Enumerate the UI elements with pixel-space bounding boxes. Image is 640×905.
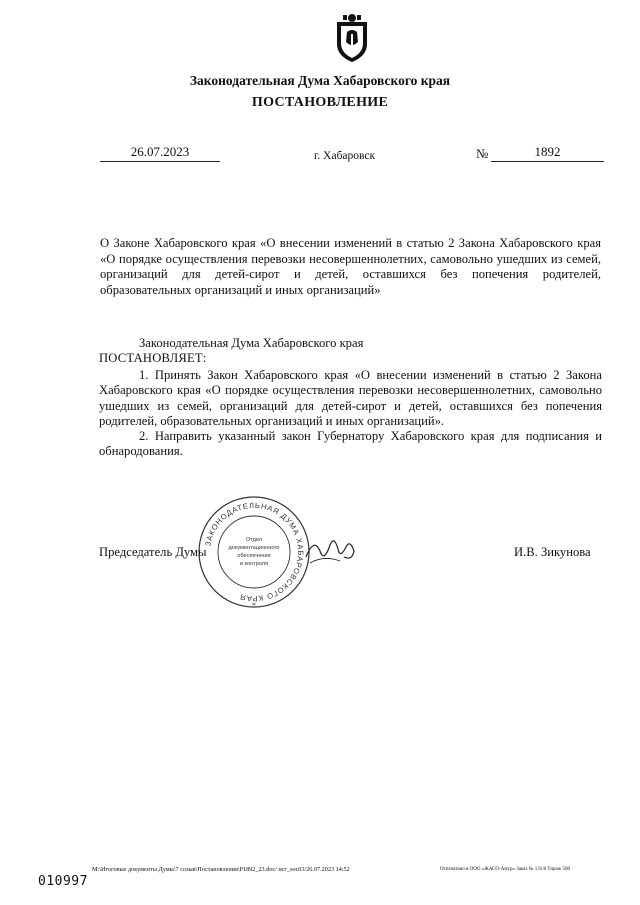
document-title: О Законе Хабаровского края «О внесении изменений в статью 2 Закона Хабаровского края «О порядке осуществления перевозки несовершеннолетних, самовольно ушедших из семей, организаций для детей-сирот и детей, оставшихся без попечения родителей, образовательных организаций и иных организаций» <box>100 236 601 297</box>
resolution-body <box>99 368 602 460</box>
svg-text:и контроля: и контроля <box>239 561 269 567</box>
svg-text:документационного: документационного <box>228 545 280 551</box>
document-city: г. Хабаровск <box>314 150 376 162</box>
svg-text:Отдел: Отдел <box>245 537 263 543</box>
document-type: ПОСТАНОВЛЕНИЕ <box>251 95 389 110</box>
footer-file-path: M:\Итоговые документы Думы\7 созыв\Постановления\P1892_23.doc/ нсг_soc03/26.07.2023 14:52 <box>92 866 350 873</box>
svg-text:*: * <box>252 601 256 610</box>
svg-text:ЗАКОНОДАТЕЛЬНАЯ ДУМА ХАБАРОВСК: ЗАКОНОДАТЕЛЬНАЯ ДУМА ХАБАРОВСКОГО КРАЯ <box>203 500 306 604</box>
signer-name: И.В. Зикунова <box>514 545 591 559</box>
organization-name: Законодательная Дума Хабаровского края <box>189 73 451 88</box>
resolution-item: 2. Направить указанный закон Губернатору Хабаровского края для подписания и обнародования. <box>99 429 602 459</box>
handwritten-signature <box>300 527 360 575</box>
footer-registration-code: 010997 <box>38 874 88 889</box>
document-number: 1892 <box>491 144 604 162</box>
coat-of-arms-emblem <box>331 12 373 64</box>
signer-position: Председатель Думы <box>99 545 207 559</box>
footer-printer-info: Отпечатано в ООО «ЖАСО-Амур» Заказ № 131/6 Тираж 500 <box>440 867 570 872</box>
document-date: 26.07.2023 <box>100 144 220 162</box>
resolution-item: 1. Принять Закон Хабаровского края «О внесении изменений в статью 2 Закона Хабаровского края «О порядке осуществления перевозки несовершеннолетних, самовольно ушедших из семей, организаций для детей-сирот и детей, оставшихся без попечения родителей, образовательных организаций и иных организаций». <box>99 368 602 428</box>
number-label: № <box>476 146 489 161</box>
resolves-heading: ПОСТАНОВЛЯЕТ: <box>99 351 207 365</box>
official-stamp <box>196 494 312 610</box>
svg-text:обеспечения: обеспечения <box>237 553 271 559</box>
intro-line: Законодательная Дума Хабаровского края <box>139 336 364 350</box>
